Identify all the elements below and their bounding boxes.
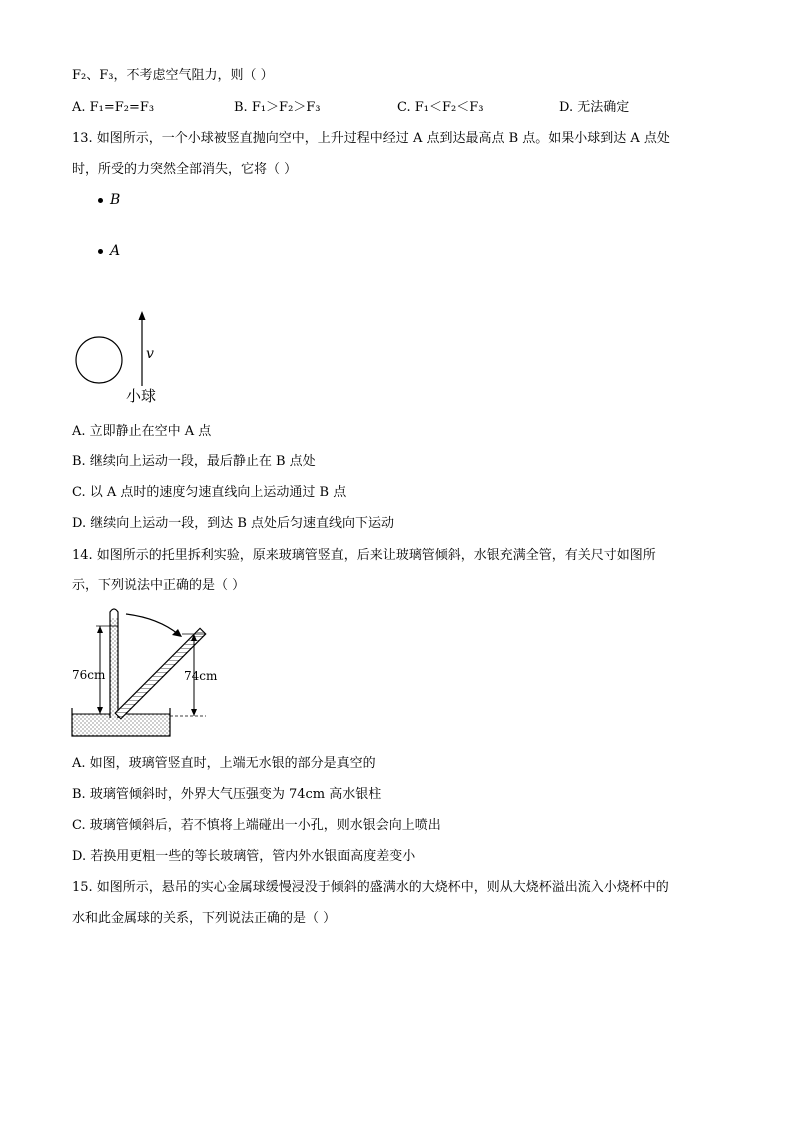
q13-option-b: B. 继续向上运动一段，最后静止在 B 点处 — [72, 454, 316, 469]
vertical-tube-mercury — [110, 618, 118, 718]
q12-option-b: B. F₁＞F₂＞F₃ — [234, 100, 321, 115]
velocity-arrowhead-icon — [139, 311, 146, 320]
label-74cm: 74cm — [184, 669, 218, 683]
q14-option-d: D. 若换用更粗一些的等长玻璃管，管内外水银面高度差变小 — [72, 849, 416, 864]
q12-option-c: C. F₁＜F₂＜F₃ — [397, 100, 484, 115]
point-a — [98, 243, 120, 259]
q14-option-c: C. 玻璃管倾斜后，若不慎将上端碰出一小孔，则水银会向上喷出 — [72, 818, 441, 833]
q12-continuation: F₂、F₃，不考虑空气阻力，则（ ） — [72, 68, 274, 83]
q14-stem-line2: 示，下列说法中正确的是（ ） — [72, 578, 246, 593]
q14-stem-line1: 14. 如图所示的托里拆利实验，原来玻璃管竖直，后来让玻璃管倾斜，水银充满全管，有关尺寸如图所 — [72, 548, 656, 563]
point-a-dot — [98, 249, 103, 254]
q13-option-a: A. 立即静止在空中 A 点 — [72, 424, 212, 439]
dim-74-arrow-down-icon — [191, 709, 197, 716]
q12-option-a: A. F₁=F₂=F₃ — [72, 100, 155, 115]
dim-76-arrow-up-icon — [97, 626, 103, 633]
q13-option-c: C. 以 A 点时的速度匀速直线向上运动通过 B 点 — [72, 485, 347, 500]
q14-option-b: B. 玻璃管倾斜时，外界大气压强变为 74cm 高水银柱 — [72, 787, 382, 802]
q13-option-d: D. 继续向上运动一段，到达 B 点处后匀速直线向下运动 — [72, 516, 395, 531]
ball-icon — [76, 337, 122, 383]
q12-option-d: D. 无法确定 — [559, 100, 630, 115]
q13-stem-line2: 时，所受的力突然全部消失，它将（ ） — [72, 162, 298, 177]
q14-option-a: A. 如图，玻璃管竖直时，上端无水银的部分是真空的 — [72, 756, 376, 771]
ball-label: 小球 — [126, 387, 157, 405]
velocity-label: v — [146, 346, 154, 362]
label-76cm: 76cm — [72, 668, 106, 682]
point-b — [98, 192, 120, 208]
point-a-label: A — [110, 243, 121, 259]
point-b-dot — [98, 198, 103, 203]
dim-76-arrow-down-icon — [97, 707, 103, 714]
q15-stem-line2: 水和此金属球的关系，下列说法正确的是（ ） — [72, 911, 337, 926]
point-b-label: B — [110, 192, 121, 208]
q15-stem-line1: 15. 如图所示，悬吊的实心金属球缓慢浸没于倾斜的盛满水的大烧杯中，则从大烧杯溢出流入小烧杯中的 — [72, 880, 669, 895]
tilt-arrow — [126, 614, 178, 634]
q13-stem-line1: 13. 如图所示，一个小球被竖直抛向空中，上升过程中经过 A 点到达最高点 B 点。如果小球到达 A 点处 — [72, 131, 670, 146]
